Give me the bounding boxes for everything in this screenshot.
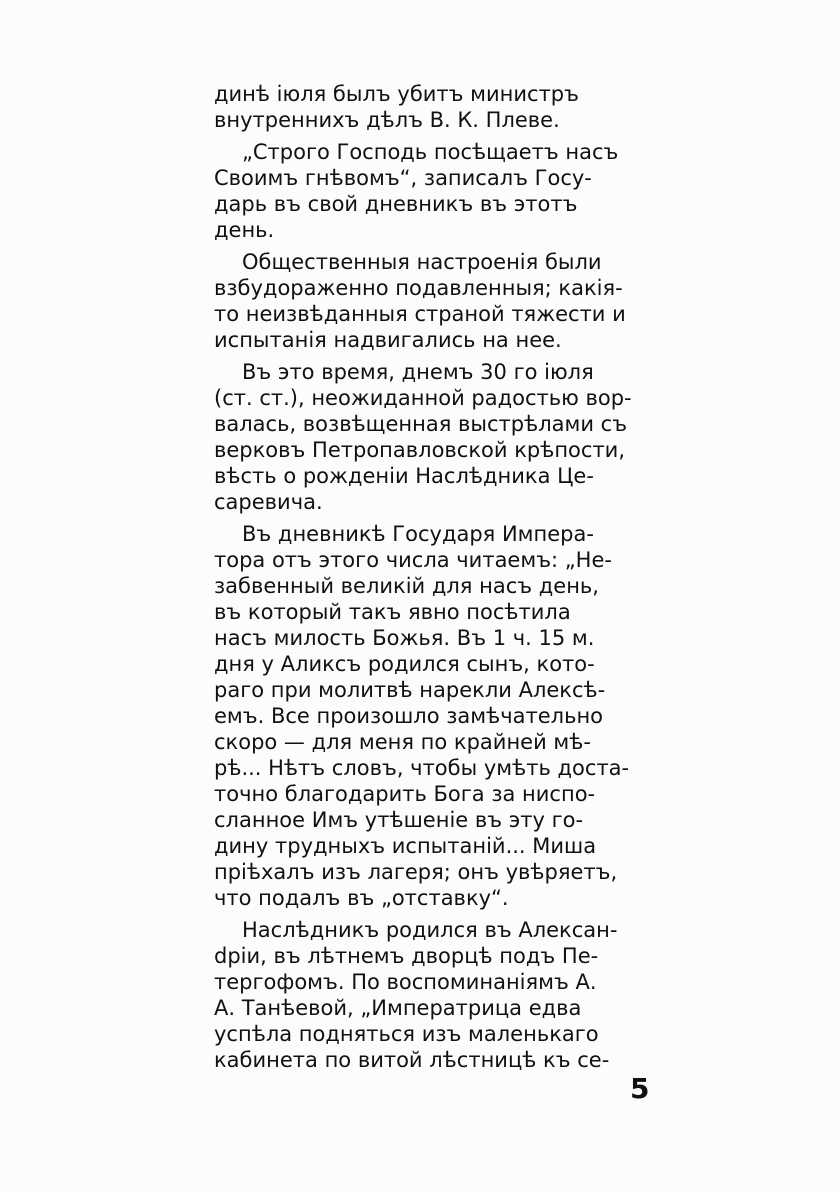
- paragraph-3: Общественныя настроенія были взбудораженно подавленныя; какія- то неизвѣданныя страной тяжести и испытанія надвигались на нее.: [214, 250, 626, 352]
- paragraph-2: „Строго Господь посѣщаетъ насъ Своимъ гнѣвомъ“, записалъ Госу- дарь въ свой дневникъ въ этотъ день.: [214, 140, 619, 242]
- paragraph-4: Въ это время, днемъ 30 го іюля (ст. ст.), неожиданной радостью вор- валась, возвѣщенная выстрѣлами съ верковъ Петропавловской крѣпости, вѣсть о рожденіи Наслѣдника Це- саревича.: [214, 360, 632, 514]
- paragraph-1: динѣ іюля былъ убитъ министръ внутреннихъ дѣлъ В. К. Плеве.: [214, 82, 579, 132]
- paragraph-6: Наслѣдникъ родился въ Алексан- dріи, въ лѣтнемъ дворцѣ подъ Пе- тергофомъ. По воспоминаніямъ А. А. Танѣевой, „Императрица едва успѣла подняться изъ маленькаго кабинета по витой лѣстницѣ къ се-: [214, 918, 618, 1072]
- text-column: [214, 81, 674, 1073]
- page-number: 5: [630, 1072, 650, 1105]
- paragraph-5: Въ дневникѣ Государя Импера- тора отъ этого числа читаемъ: „Не- забвенный великій для насъ день, въ который такъ явно посѣтила насъ милость Божья. Въ 1 ч. 15 м. дня у Аликсъ родился сынъ, кото- раго при молитвѣ нарекли Алексѣ- емъ. Все произошло замѣчательно скоро — для меня по крайней мѣ- рѣ... Нѣтъ словъ, чтобы умѣть доста- точно благодарить Бога за ниспо- сланное Имъ утѣшеніе въ эту го- дину трудныхъ испытаній... Миша пріѣхалъ изъ лагеря; онъ увѣряетъ, что подалъ въ „отставку“.: [214, 522, 630, 910]
